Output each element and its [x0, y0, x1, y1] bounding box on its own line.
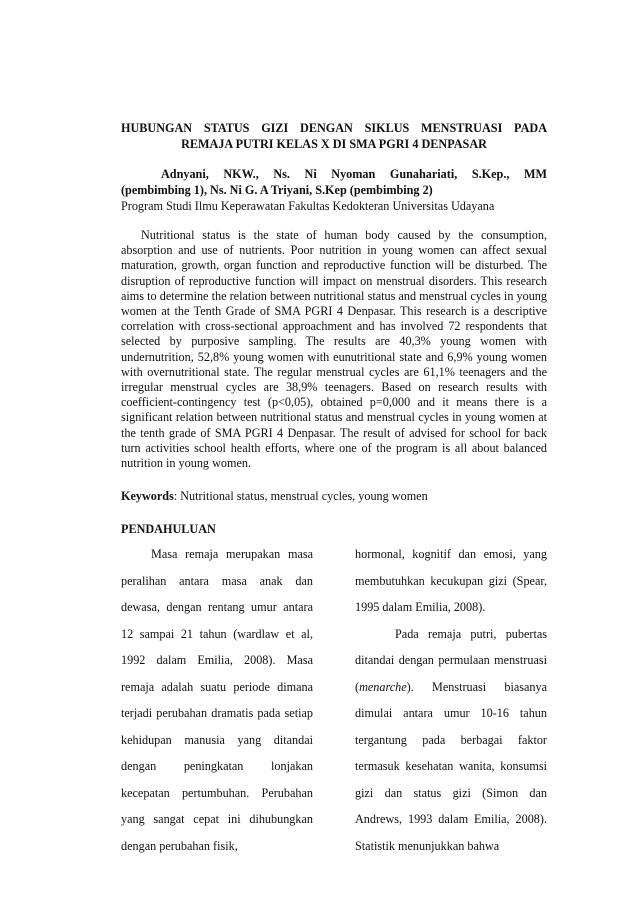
right-column — [355, 541, 547, 859]
abstract: Nutritional status is the state of human body caused by the consumption, absorption and use of nutrients. Poor nutrition in young women can affect sexual maturation, growth, organ function and reproductive function will be disturbed. The disruption of reproductive function will impact on menstrual disorders. This research aims to determine the relation between nutritional status and menstrual cycles in young women at the Tenth Grade of SMA PGRI 4 Denpasar. This research is a descriptive correlation with cross-sectional approachment and has involved 72 respondents that selected by purposive sampling. The results are 40,3% young women with undernutrition, 52,8% young women with eunutritional state and 6,9% young women with overnutritional state. The regular menstrual cycles are 61,1% teenagers and the irregular menstrual cycles are 38,9% teenagers. Based on research results with coefficient-contingency test (p<0,05), obtained p=0,000 and it means there is a significant relation between nutritional status and menstrual cycles in young women at the tenth grade of SMA PGRI 4 Denpasar. The result of advised for school for back turn activities school health efforts, where one of the program is all about balanced nutrition in young women. — [121, 228, 547, 471]
authors-line-2: (pembimbing 1), Ns. Ni G. A Triyani, S.Kep (pembimbing 2) — [121, 183, 433, 197]
title-line-1: HUBUNGAN STATUS GIZI DENGAN SIKLUS MENSTRUASI PADA — [121, 121, 547, 135]
keywords-value: : Nutritional status, menstrual cycles, young women — [173, 489, 428, 504]
section-heading: PENDAHULUAN — [121, 522, 216, 537]
institution: Program Studi Ilmu Keperawatan Fakultas Kedokteran Universitas Udayana — [121, 199, 495, 213]
menarche-term: menarche — [359, 679, 407, 694]
right-column-paragraph-2 — [355, 621, 547, 860]
body-columns — [121, 541, 547, 859]
keywords — [121, 489, 547, 504]
title-line-2: REMAJA PUTRI KELAS X DI SMA PGRI 4 DENPASAR — [181, 137, 487, 151]
paper-title — [121, 120, 547, 152]
para2-after: ). Menstruasi biasanya dimulai antara umur 10-16 tahun tergantung pada berbagai faktor termasuk kesehatan wanita, konsumsi gizi dan status gizi (Simon dan Andrews, 1993 dalam Emilia, 2008). Statistik menunjukkan bahwa — [355, 679, 547, 853]
paper-page — [121, 120, 547, 853]
left-column — [121, 541, 313, 859]
author-block — [121, 166, 547, 214]
authors-line-1: Adnyani, NKW., Ns. Ni Nyoman Gunahariati, S.Kep., MM — [161, 167, 547, 181]
right-column-paragraph-1: hormonal, kognitif dan emosi, yang membutuhkan kecukupan gizi (Spear, 1995 dalam Emilia, 2008). — [355, 547, 547, 614]
left-column-paragraph: Masa remaja merupakan masa peralihan antara masa anak dan dewasa, dengan rentang umur antara 12 sampai 21 tahun (wardlaw et al, 1992 dalam Emilia, 2008). Masa remaja adalah suatu periode dimana terjadi perubahan dramatis pada setiap kehidupan manusia yang ditandai dengan peningkatan lonjakan kecepatan pertumbuhan. Perubahan yang sangat cepat ini dihubungkan dengan perubahan fisik, — [121, 547, 313, 853]
para2-before: Pada remaja putri, pubertas ditandai dengan permulaan menstruasi ( — [355, 626, 547, 694]
keywords-label: Keywords — [121, 489, 174, 504]
